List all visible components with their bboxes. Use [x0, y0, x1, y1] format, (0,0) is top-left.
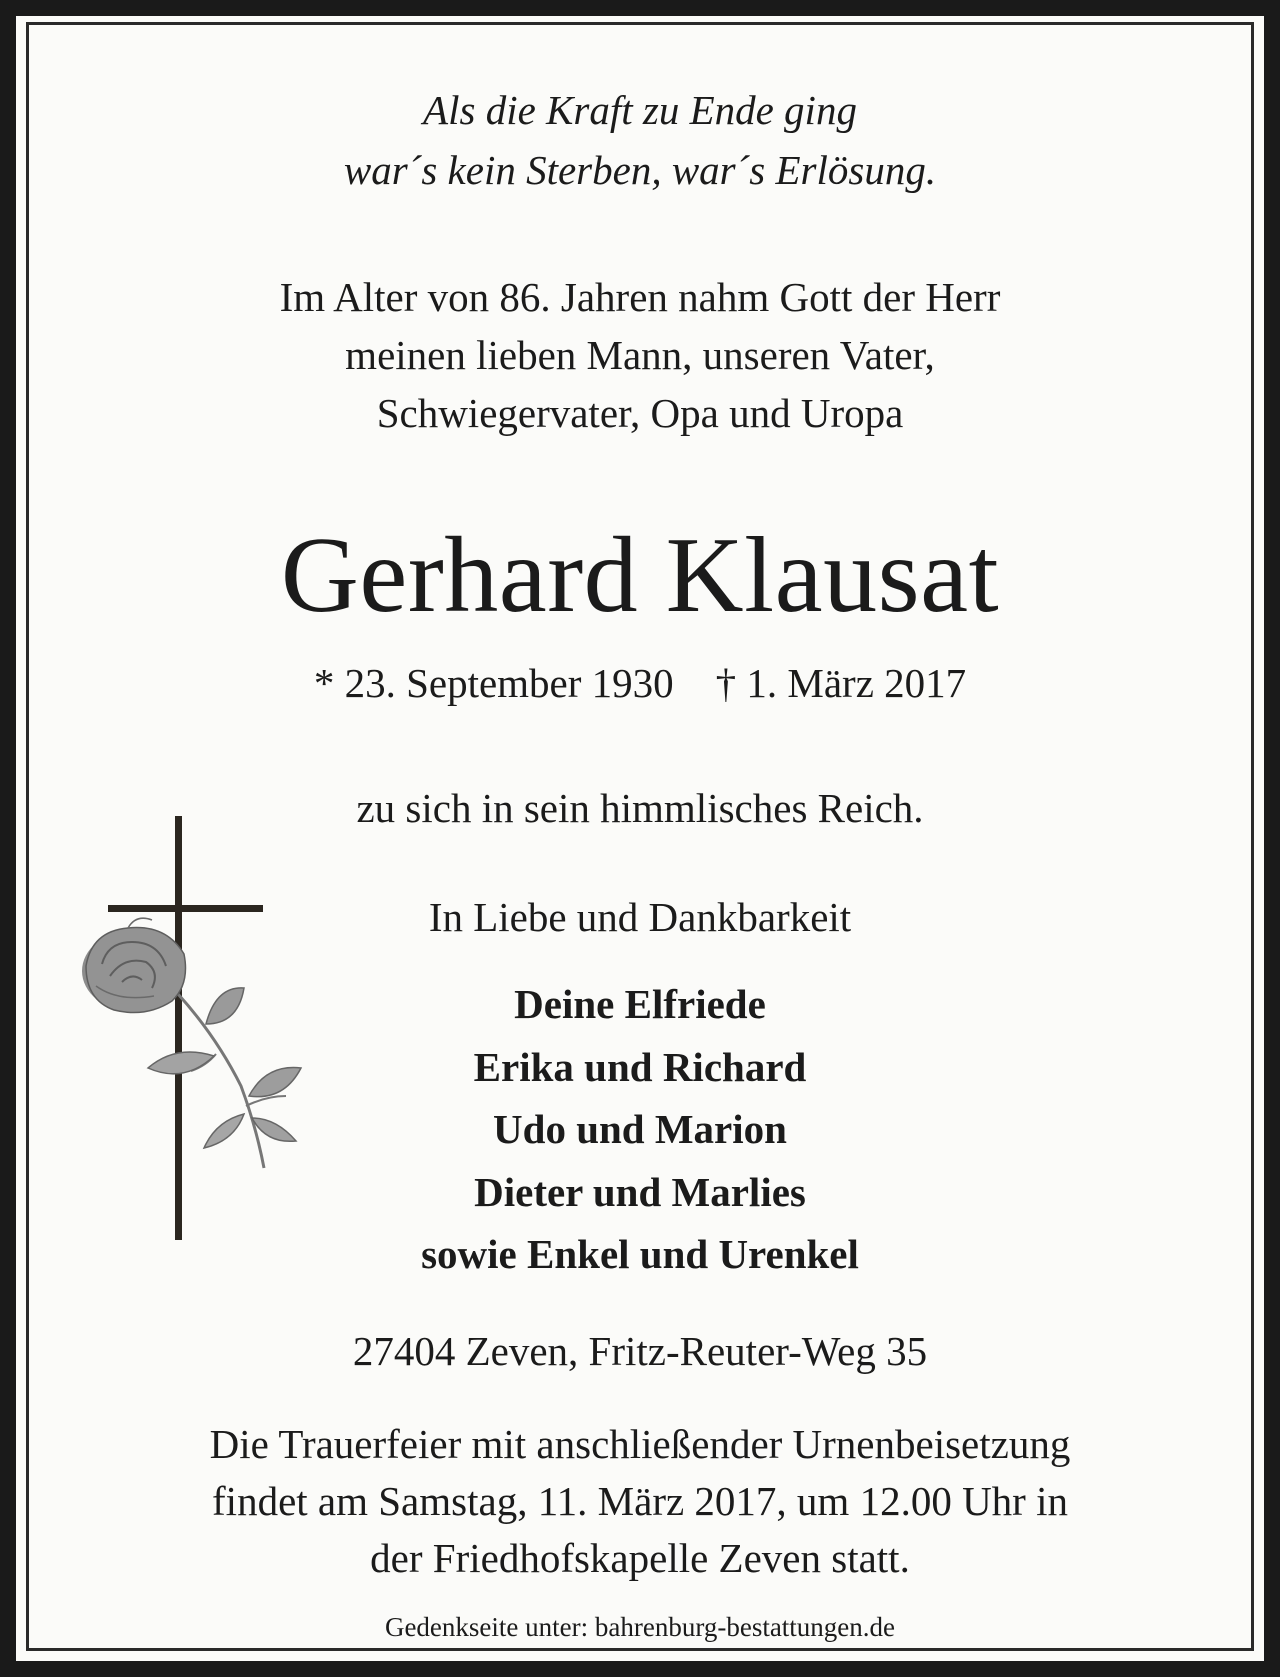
- motto-line-2: war´s kein Sterben, war´s Erlösung.: [343, 147, 937, 193]
- closing-line: zu sich in sein himmlisches Reich.: [356, 785, 924, 831]
- life-dates: [16, 660, 1264, 706]
- death-date: † 1. März 2017: [715, 660, 967, 706]
- ceremony-line-1: Die Trauerfeier mit anschließender Urnenbeisetzung: [209, 1421, 1071, 1467]
- mourners-intro: In Liebe und Dankbarkeit: [428, 894, 852, 940]
- motto-line-1: Als die Kraft zu Ende ging: [423, 87, 857, 133]
- mourner-name: sowie Enkel und Urenkel: [421, 1231, 859, 1277]
- deceased-name: Gerhard Klausat: [280, 516, 1000, 635]
- intro-line-3: Schwiegervater, Opa und Uropa: [376, 390, 904, 436]
- memorial-page-link: Gedenkseite unter: bahrenburg-bestattungen.de: [384, 1612, 896, 1642]
- mourner-name: Dieter und Marlies: [474, 1169, 806, 1215]
- obituary-notice: [16, 16, 1264, 1661]
- cross-with-rose-icon: [66, 796, 316, 1256]
- ceremony-line-2: findet am Samstag, 11. März 2017, um 12.00 Uhr in: [212, 1478, 1068, 1524]
- family-address: 27404 Zeven, Fritz-Reuter-Weg 35: [352, 1328, 928, 1374]
- cross-icon: [108, 816, 263, 1240]
- mourner-name: Deine Elfriede: [514, 981, 766, 1027]
- birth-date: * 23. September 1930: [313, 660, 674, 706]
- rose-icon: [82, 918, 301, 1168]
- mourner-name: Erika und Richard: [473, 1044, 807, 1090]
- intro-line-2: meinen lieben Mann, unseren Vater,: [345, 332, 935, 378]
- ceremony-line-3: der Friedhofskapelle Zeven statt.: [370, 1535, 910, 1581]
- intro-line-1: Im Alter von 86. Jahren nahm Gott der Herr: [279, 274, 1001, 320]
- mourner-name: Udo und Marion: [493, 1106, 787, 1152]
